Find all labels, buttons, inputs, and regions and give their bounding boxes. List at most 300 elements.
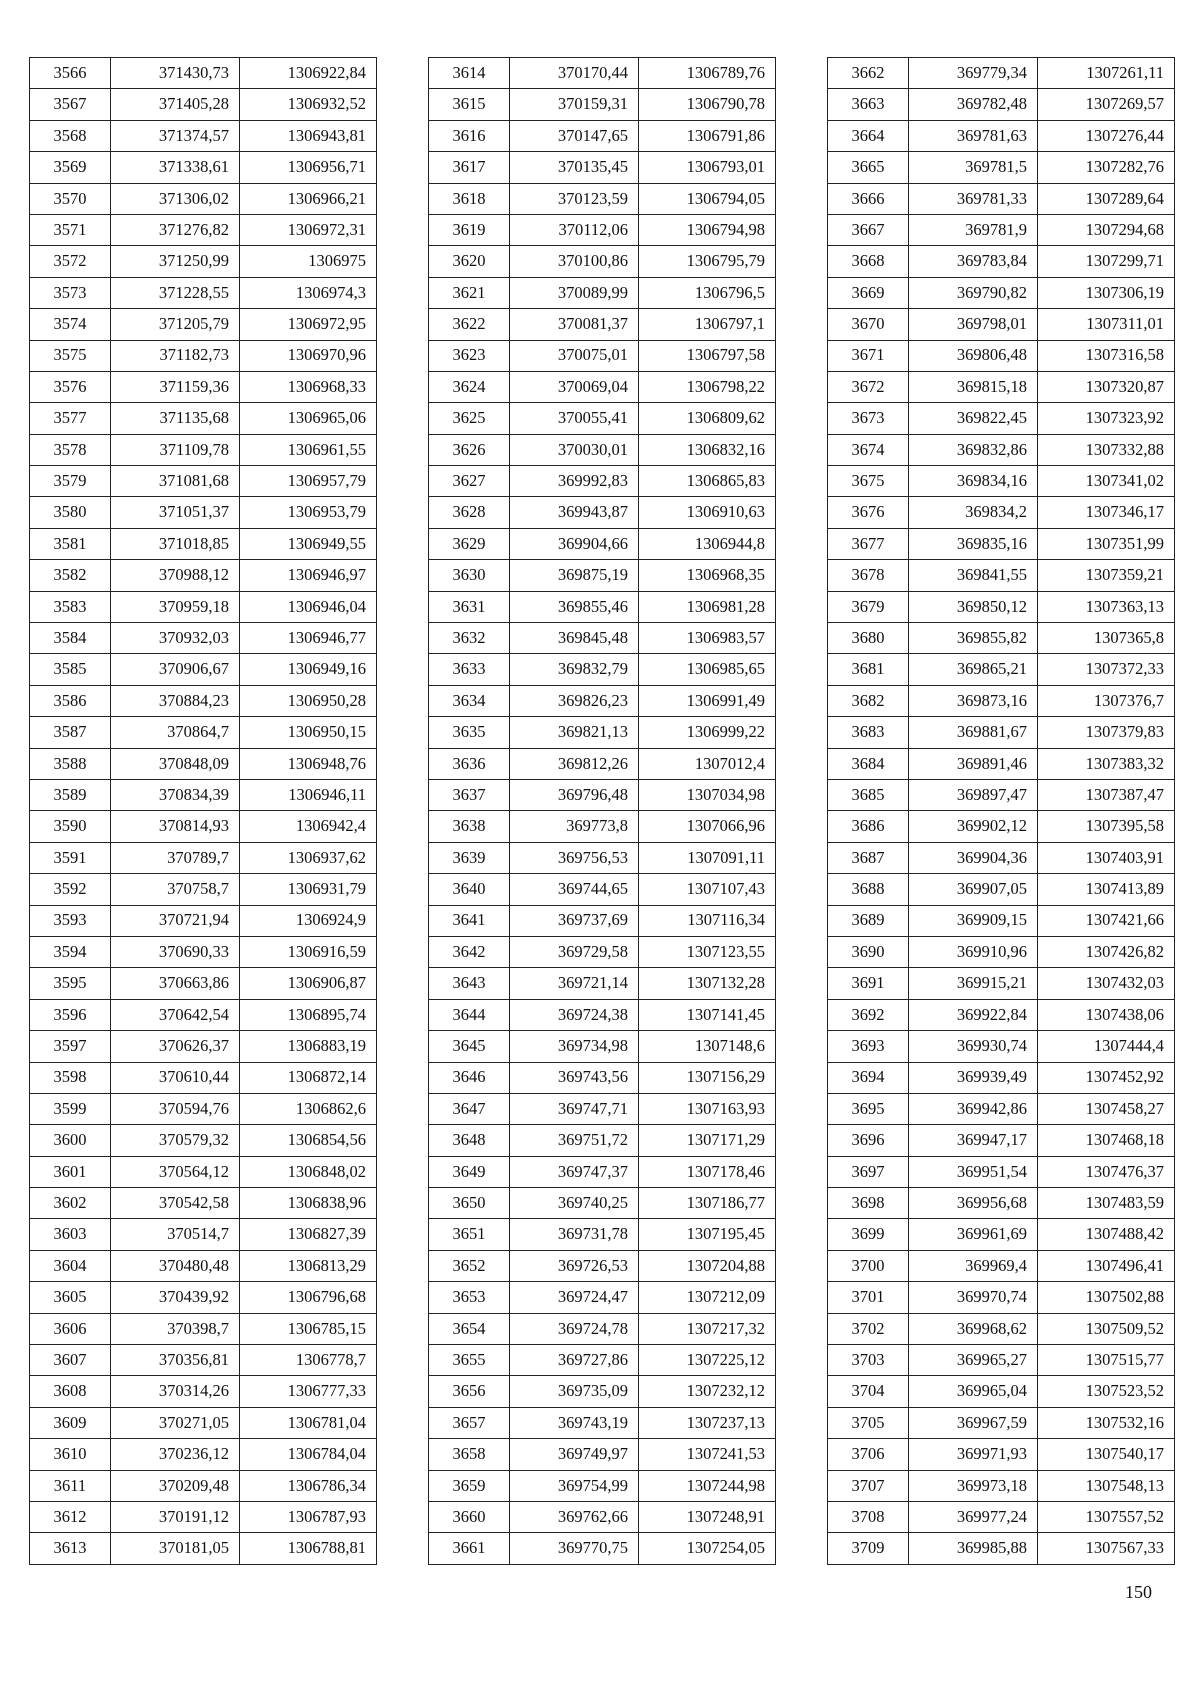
- x-coordinate-cell: 370055,41: [510, 403, 639, 434]
- point-number-cell: 3702: [828, 1313, 909, 1344]
- table-row: [30, 1125, 377, 1156]
- x-coordinate-cell: 371135,68: [111, 403, 240, 434]
- y-coordinate-cell: 1306970,96: [240, 340, 377, 371]
- x-coordinate-cell: 369845,48: [510, 623, 639, 654]
- table-row: [429, 89, 776, 120]
- point-number-cell: 3577: [30, 403, 111, 434]
- y-coordinate-cell: 1307261,11: [1038, 58, 1175, 89]
- point-number-cell: 3641: [429, 905, 510, 936]
- y-coordinate-cell: 1307403,91: [1038, 842, 1175, 873]
- table-row: [828, 371, 1175, 402]
- point-number-cell: 3613: [30, 1533, 111, 1564]
- y-coordinate-cell: 1306809,62: [639, 403, 776, 434]
- y-coordinate-cell: 1307171,29: [639, 1125, 776, 1156]
- x-coordinate-cell: 369891,46: [909, 748, 1038, 779]
- x-coordinate-cell: 369815,18: [909, 371, 1038, 402]
- point-number-cell: 3566: [30, 58, 111, 89]
- point-number-cell: 3608: [30, 1376, 111, 1407]
- y-coordinate-cell: 1306985,65: [639, 654, 776, 685]
- table-row: [828, 999, 1175, 1030]
- y-coordinate-cell: 1307548,13: [1038, 1470, 1175, 1501]
- x-coordinate-cell: 369781,5: [909, 152, 1038, 183]
- point-number-cell: 3665: [828, 152, 909, 183]
- y-coordinate-cell: 1307148,6: [639, 1031, 776, 1062]
- x-coordinate-cell: 371081,68: [111, 466, 240, 497]
- x-coordinate-cell: 369749,97: [510, 1439, 639, 1470]
- y-coordinate-cell: 1306781,04: [240, 1407, 377, 1438]
- x-coordinate-cell: 370594,76: [111, 1093, 240, 1124]
- y-coordinate-cell: 1306777,33: [240, 1376, 377, 1407]
- y-coordinate-cell: 1307299,71: [1038, 246, 1175, 277]
- table-row: [30, 1533, 377, 1564]
- table-row: [30, 1093, 377, 1124]
- point-number-cell: 3615: [429, 89, 510, 120]
- y-coordinate-cell: 1307311,01: [1038, 309, 1175, 340]
- table-row: [30, 1062, 377, 1093]
- table-row: [828, 1501, 1175, 1532]
- x-coordinate-cell: 370135,45: [510, 152, 639, 183]
- x-coordinate-cell: 370069,04: [510, 371, 639, 402]
- x-coordinate-cell: 370075,01: [510, 340, 639, 371]
- table-row: [429, 1313, 776, 1344]
- y-coordinate-cell: 1307387,47: [1038, 779, 1175, 810]
- x-coordinate-cell: 369734,98: [510, 1031, 639, 1062]
- x-coordinate-cell: 369904,36: [909, 842, 1038, 873]
- y-coordinate-cell: 1306788,81: [240, 1533, 377, 1564]
- point-number-cell: 3689: [828, 905, 909, 936]
- y-coordinate-cell: 1307515,77: [1038, 1345, 1175, 1376]
- point-number-cell: 3668: [828, 246, 909, 277]
- point-number-cell: 3645: [429, 1031, 510, 1062]
- x-coordinate-cell: 369724,78: [510, 1313, 639, 1344]
- y-coordinate-cell: 1307132,28: [639, 968, 776, 999]
- x-coordinate-cell: 370209,48: [111, 1470, 240, 1501]
- y-coordinate-cell: 1306862,6: [240, 1093, 377, 1124]
- x-coordinate-cell: 369930,74: [909, 1031, 1038, 1062]
- point-number-cell: 3697: [828, 1156, 909, 1187]
- table-row: [828, 1345, 1175, 1376]
- y-coordinate-cell: 1306932,52: [240, 89, 377, 120]
- x-coordinate-cell: 369727,86: [510, 1345, 639, 1376]
- y-coordinate-cell: 1306968,35: [639, 560, 776, 591]
- table-row: [429, 968, 776, 999]
- y-coordinate-cell: 1307141,45: [639, 999, 776, 1030]
- x-coordinate-cell: 369834,2: [909, 497, 1038, 528]
- table-row: [30, 842, 377, 873]
- x-coordinate-cell: 370884,23: [111, 685, 240, 716]
- x-coordinate-cell: 371159,36: [111, 371, 240, 402]
- point-number-cell: 3626: [429, 434, 510, 465]
- x-coordinate-cell: 370170,44: [510, 58, 639, 89]
- table-row: [429, 1062, 776, 1093]
- x-coordinate-cell: 369754,99: [510, 1470, 639, 1501]
- y-coordinate-cell: 1306981,28: [639, 591, 776, 622]
- table-row: [828, 434, 1175, 465]
- point-number-cell: 3630: [429, 560, 510, 591]
- table-row: [828, 748, 1175, 779]
- table-row: [30, 968, 377, 999]
- table-row: [429, 120, 776, 151]
- point-number-cell: 3664: [828, 120, 909, 151]
- x-coordinate-cell: 369798,01: [909, 309, 1038, 340]
- point-number-cell: 3644: [429, 999, 510, 1030]
- point-number-cell: 3603: [30, 1219, 111, 1250]
- table-row: [429, 309, 776, 340]
- table-row: [828, 1031, 1175, 1062]
- point-number-cell: 3687: [828, 842, 909, 873]
- x-coordinate-cell: 369781,33: [909, 183, 1038, 214]
- table-row: [828, 1407, 1175, 1438]
- table-row: [30, 623, 377, 654]
- x-coordinate-cell: 370439,92: [111, 1282, 240, 1313]
- x-coordinate-cell: 369915,21: [909, 968, 1038, 999]
- table-row: [828, 1125, 1175, 1156]
- x-coordinate-cell: 371182,73: [111, 340, 240, 371]
- x-coordinate-cell: 370959,18: [111, 591, 240, 622]
- point-number-cell: 3634: [429, 685, 510, 716]
- table-row: [828, 246, 1175, 277]
- table-row: [30, 309, 377, 340]
- y-coordinate-cell: 1306944,8: [639, 528, 776, 559]
- y-coordinate-cell: 1307365,8: [1038, 623, 1175, 654]
- y-coordinate-cell: 1307195,45: [639, 1219, 776, 1250]
- y-coordinate-cell: 1307269,57: [1038, 89, 1175, 120]
- table-row: [30, 1156, 377, 1187]
- x-coordinate-cell: 369910,96: [909, 936, 1038, 967]
- table-row: [429, 779, 776, 810]
- x-coordinate-cell: 370864,7: [111, 717, 240, 748]
- y-coordinate-cell: 1307282,76: [1038, 152, 1175, 183]
- y-coordinate-cell: 1306795,79: [639, 246, 776, 277]
- x-coordinate-cell: 369756,53: [510, 842, 639, 873]
- table-row: [429, 685, 776, 716]
- point-number-cell: 3681: [828, 654, 909, 685]
- x-coordinate-cell: 369985,88: [909, 1533, 1038, 1564]
- y-coordinate-cell: 1307523,52: [1038, 1376, 1175, 1407]
- point-number-cell: 3667: [828, 214, 909, 245]
- table-row: [30, 717, 377, 748]
- y-coordinate-cell: 1306946,04: [240, 591, 377, 622]
- y-coordinate-cell: 1307163,93: [639, 1093, 776, 1124]
- table-row: [30, 1188, 377, 1219]
- x-coordinate-cell: 369781,9: [909, 214, 1038, 245]
- point-number-cell: 3611: [30, 1470, 111, 1501]
- table-row: [30, 1376, 377, 1407]
- table-row: [828, 874, 1175, 905]
- point-number-cell: 3590: [30, 811, 111, 842]
- point-number-cell: 3612: [30, 1501, 111, 1532]
- point-number-cell: 3599: [30, 1093, 111, 1124]
- x-coordinate-cell: 369902,12: [909, 811, 1038, 842]
- point-number-cell: 3623: [429, 340, 510, 371]
- point-number-cell: 3707: [828, 1470, 909, 1501]
- table-row: [429, 403, 776, 434]
- x-coordinate-cell: 370663,86: [111, 968, 240, 999]
- table-row: [429, 591, 776, 622]
- y-coordinate-cell: 1307289,64: [1038, 183, 1175, 214]
- table-row: [429, 246, 776, 277]
- table-row: [30, 1345, 377, 1376]
- point-number-cell: 3600: [30, 1125, 111, 1156]
- point-number-cell: 3704: [828, 1376, 909, 1407]
- point-number-cell: 3627: [429, 466, 510, 497]
- point-number-cell: 3694: [828, 1062, 909, 1093]
- y-coordinate-cell: 1307363,13: [1038, 591, 1175, 622]
- y-coordinate-cell: 1306948,76: [240, 748, 377, 779]
- x-coordinate-cell: 369822,45: [909, 403, 1038, 434]
- point-number-cell: 3597: [30, 1031, 111, 1062]
- point-number-cell: 3598: [30, 1062, 111, 1093]
- point-number-cell: 3594: [30, 936, 111, 967]
- x-coordinate-cell: 369790,82: [909, 277, 1038, 308]
- point-number-cell: 3631: [429, 591, 510, 622]
- table-row: [429, 183, 776, 214]
- table-row: [30, 152, 377, 183]
- point-number-cell: 3693: [828, 1031, 909, 1062]
- x-coordinate-cell: 370789,7: [111, 842, 240, 873]
- x-coordinate-cell: 370089,99: [510, 277, 639, 308]
- x-coordinate-cell: 370579,32: [111, 1125, 240, 1156]
- y-coordinate-cell: 1307034,98: [639, 779, 776, 810]
- x-coordinate-cell: 369832,86: [909, 434, 1038, 465]
- point-number-cell: 3684: [828, 748, 909, 779]
- y-coordinate-cell: 1306796,68: [240, 1282, 377, 1313]
- table-row: [30, 89, 377, 120]
- x-coordinate-cell: 369970,74: [909, 1282, 1038, 1313]
- y-coordinate-cell: 1307212,09: [639, 1282, 776, 1313]
- table-row: [429, 1219, 776, 1250]
- y-coordinate-cell: 1306794,98: [639, 214, 776, 245]
- table-row: [30, 1219, 377, 1250]
- table-row: [429, 748, 776, 779]
- y-coordinate-cell: 1307116,34: [639, 905, 776, 936]
- table-row: [429, 811, 776, 842]
- point-number-cell: 3595: [30, 968, 111, 999]
- x-coordinate-cell: 369779,34: [909, 58, 1038, 89]
- table-row: [429, 717, 776, 748]
- table-row: [828, 842, 1175, 873]
- y-coordinate-cell: 1307232,12: [639, 1376, 776, 1407]
- x-coordinate-cell: 369942,86: [909, 1093, 1038, 1124]
- x-coordinate-cell: 370906,67: [111, 654, 240, 685]
- point-number-cell: 3692: [828, 999, 909, 1030]
- point-number-cell: 3568: [30, 120, 111, 151]
- point-number-cell: 3585: [30, 654, 111, 685]
- table-row: [429, 1250, 776, 1281]
- table-row: [429, 905, 776, 936]
- table-row: [828, 89, 1175, 120]
- y-coordinate-cell: 1307186,77: [639, 1188, 776, 1219]
- table-row: [429, 1376, 776, 1407]
- y-coordinate-cell: 1306924,9: [240, 905, 377, 936]
- table-row: [30, 528, 377, 559]
- x-coordinate-cell: 370988,12: [111, 560, 240, 591]
- x-coordinate-cell: 369873,16: [909, 685, 1038, 716]
- table-row: [429, 874, 776, 905]
- y-coordinate-cell: 1306916,59: [240, 936, 377, 967]
- x-coordinate-cell: 369773,8: [510, 811, 639, 842]
- table-row: [30, 811, 377, 842]
- x-coordinate-cell: 369729,58: [510, 936, 639, 967]
- table-row: [30, 1470, 377, 1501]
- table-row: [30, 1501, 377, 1532]
- table-row: [828, 403, 1175, 434]
- point-number-cell: 3575: [30, 340, 111, 371]
- x-coordinate-cell: 370932,03: [111, 623, 240, 654]
- table-row: [429, 1345, 776, 1376]
- table-row: [429, 1156, 776, 1187]
- x-coordinate-cell: 369731,78: [510, 1219, 639, 1250]
- table-row: [429, 1188, 776, 1219]
- x-coordinate-cell: 369956,68: [909, 1188, 1038, 1219]
- point-number-cell: 3655: [429, 1345, 510, 1376]
- y-coordinate-cell: 1307379,83: [1038, 717, 1175, 748]
- point-number-cell: 3659: [429, 1470, 510, 1501]
- point-number-cell: 3587: [30, 717, 111, 748]
- table-row: [429, 214, 776, 245]
- x-coordinate-cell: 369961,69: [909, 1219, 1038, 1250]
- table-row: [429, 371, 776, 402]
- y-coordinate-cell: 1307346,17: [1038, 497, 1175, 528]
- x-coordinate-cell: 371405,28: [111, 89, 240, 120]
- x-coordinate-cell: 369740,25: [510, 1188, 639, 1219]
- y-coordinate-cell: 1307438,06: [1038, 999, 1175, 1030]
- x-coordinate-cell: 369841,55: [909, 560, 1038, 591]
- point-number-cell: 3654: [429, 1313, 510, 1344]
- x-coordinate-cell: 371051,37: [111, 497, 240, 528]
- point-number-cell: 3662: [828, 58, 909, 89]
- y-coordinate-cell: 1306931,79: [240, 874, 377, 905]
- point-number-cell: 3567: [30, 89, 111, 120]
- x-coordinate-cell: 370721,94: [111, 905, 240, 936]
- table-row: [828, 811, 1175, 842]
- y-coordinate-cell: 1306975: [240, 246, 377, 277]
- y-coordinate-cell: 1307383,32: [1038, 748, 1175, 779]
- x-coordinate-cell: 371250,99: [111, 246, 240, 277]
- table-row: [30, 1313, 377, 1344]
- x-coordinate-cell: 371306,02: [111, 183, 240, 214]
- point-number-cell: 3609: [30, 1407, 111, 1438]
- point-number-cell: 3658: [429, 1439, 510, 1470]
- point-number-cell: 3569: [30, 152, 111, 183]
- table-row: [30, 403, 377, 434]
- point-number-cell: 3642: [429, 936, 510, 967]
- point-number-cell: 3572: [30, 246, 111, 277]
- table-row: [828, 1439, 1175, 1470]
- y-coordinate-cell: 1307332,88: [1038, 434, 1175, 465]
- y-coordinate-cell: 1307452,92: [1038, 1062, 1175, 1093]
- y-coordinate-cell: 1306794,05: [639, 183, 776, 214]
- table-row: [30, 936, 377, 967]
- y-coordinate-cell: 1306827,39: [240, 1219, 377, 1250]
- table-row: [30, 1031, 377, 1062]
- x-coordinate-cell: 370147,65: [510, 120, 639, 151]
- table-row: [828, 968, 1175, 999]
- y-coordinate-cell: 1306895,74: [240, 999, 377, 1030]
- point-number-cell: 3660: [429, 1501, 510, 1532]
- x-coordinate-cell: 369835,16: [909, 528, 1038, 559]
- y-coordinate-cell: 1307458,27: [1038, 1093, 1175, 1124]
- point-number-cell: 3605: [30, 1282, 111, 1313]
- y-coordinate-cell: 1306974,3: [240, 277, 377, 308]
- y-coordinate-cell: 1306793,01: [639, 152, 776, 183]
- point-number-cell: 3646: [429, 1062, 510, 1093]
- y-coordinate-cell: 1307107,43: [639, 874, 776, 905]
- x-coordinate-cell: 370642,54: [111, 999, 240, 1030]
- table-row: [429, 528, 776, 559]
- point-number-cell: 3601: [30, 1156, 111, 1187]
- table-row: [429, 1093, 776, 1124]
- x-coordinate-cell: 370236,12: [111, 1439, 240, 1470]
- point-number-cell: 3657: [429, 1407, 510, 1438]
- table-row: [30, 1439, 377, 1470]
- y-coordinate-cell: 1307413,89: [1038, 874, 1175, 905]
- point-number-cell: 3682: [828, 685, 909, 716]
- table-row: [429, 152, 776, 183]
- point-number-cell: 3639: [429, 842, 510, 873]
- point-number-cell: 3617: [429, 152, 510, 183]
- y-coordinate-cell: 1306949,16: [240, 654, 377, 685]
- y-coordinate-cell: 1307254,05: [639, 1533, 776, 1564]
- table-row: [30, 874, 377, 905]
- table-row: [30, 748, 377, 779]
- y-coordinate-cell: 1306942,4: [240, 811, 377, 842]
- x-coordinate-cell: 369737,69: [510, 905, 639, 936]
- y-coordinate-cell: 1306796,5: [639, 277, 776, 308]
- table-row: [429, 1031, 776, 1062]
- y-coordinate-cell: 1306797,58: [639, 340, 776, 371]
- x-coordinate-cell: 369747,37: [510, 1156, 639, 1187]
- point-number-cell: 3588: [30, 748, 111, 779]
- x-coordinate-cell: 370081,37: [510, 309, 639, 340]
- x-coordinate-cell: 371018,85: [111, 528, 240, 559]
- y-coordinate-cell: 1307376,7: [1038, 685, 1175, 716]
- y-coordinate-cell: 1307532,16: [1038, 1407, 1175, 1438]
- point-number-cell: 3589: [30, 779, 111, 810]
- table-row: [828, 120, 1175, 151]
- x-coordinate-cell: 369726,53: [510, 1250, 639, 1281]
- x-coordinate-cell: 370848,09: [111, 748, 240, 779]
- point-number-cell: 3673: [828, 403, 909, 434]
- point-number-cell: 3637: [429, 779, 510, 810]
- y-coordinate-cell: 1306786,34: [240, 1470, 377, 1501]
- y-coordinate-cell: 1307341,02: [1038, 466, 1175, 497]
- y-coordinate-cell: 1307426,82: [1038, 936, 1175, 967]
- point-number-cell: 3690: [828, 936, 909, 967]
- y-coordinate-cell: 1307372,33: [1038, 654, 1175, 685]
- point-number-cell: 3628: [429, 497, 510, 528]
- x-coordinate-cell: 370191,12: [111, 1501, 240, 1532]
- table-row: [30, 999, 377, 1030]
- point-number-cell: 3632: [429, 623, 510, 654]
- x-coordinate-cell: 370271,05: [111, 1407, 240, 1438]
- point-number-cell: 3581: [30, 528, 111, 559]
- y-coordinate-cell: 1307217,32: [639, 1313, 776, 1344]
- point-number-cell: 3701: [828, 1282, 909, 1313]
- x-coordinate-cell: 369973,18: [909, 1470, 1038, 1501]
- table-row: [828, 905, 1175, 936]
- table-row: [828, 340, 1175, 371]
- table-row: [30, 685, 377, 716]
- x-coordinate-cell: 369721,14: [510, 968, 639, 999]
- x-coordinate-cell: 369724,38: [510, 999, 639, 1030]
- x-coordinate-cell: 371205,79: [111, 309, 240, 340]
- table-row: [828, 152, 1175, 183]
- y-coordinate-cell: 1306937,62: [240, 842, 377, 873]
- x-coordinate-cell: 369977,24: [909, 1501, 1038, 1532]
- x-coordinate-cell: 369992,83: [510, 466, 639, 497]
- y-coordinate-cell: 1306778,7: [240, 1345, 377, 1376]
